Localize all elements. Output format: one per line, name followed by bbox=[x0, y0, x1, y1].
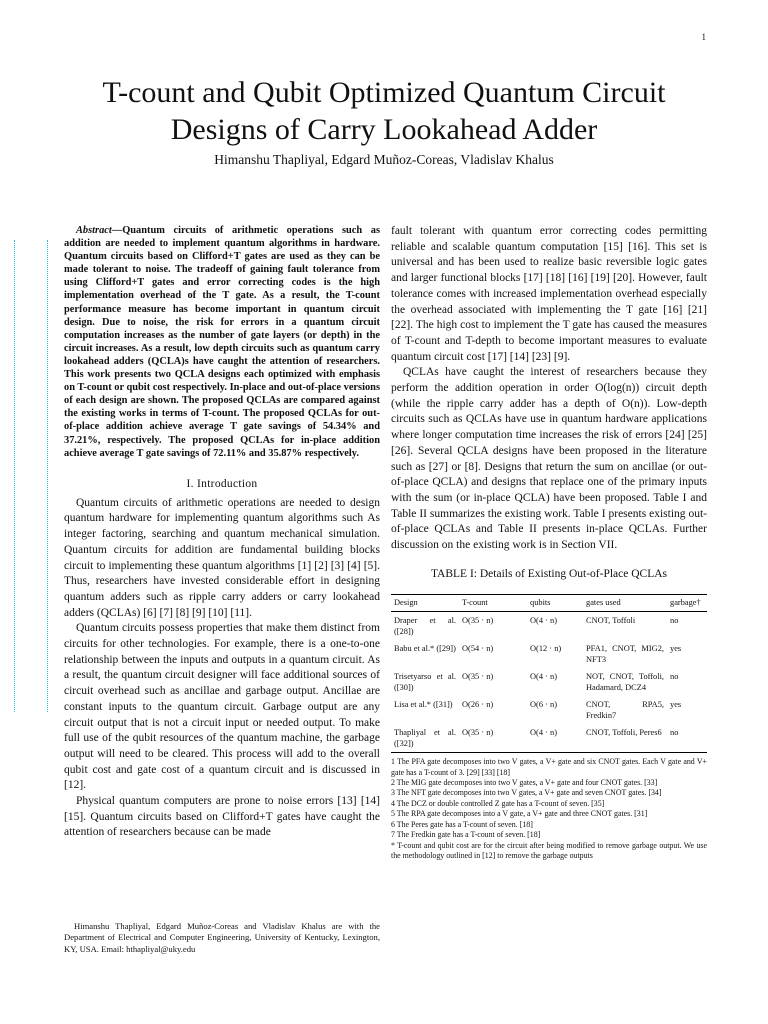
column-header: gates used bbox=[583, 594, 667, 612]
table-note: 1 The PFA gate decomposes into two V gates, a V+ gate and six CNOT gates. Each V gate and V+ gate has a T-count of 3. [29] [33] [18] bbox=[391, 757, 707, 777]
title-line-1: T-count and Qubit Optimized Quantum Circuit bbox=[102, 76, 666, 109]
paragraph: Physical quantum computers are prone to noise errors [13] [14] [15]. Quantum circuits based on Clifford+T gates have caught the attention of researchers because can be made bbox=[64, 795, 380, 839]
column-header: T-count bbox=[459, 594, 527, 612]
table-row bbox=[391, 668, 707, 696]
table-cell: NOT, CNOT, Toffoli, Hadamard, DCZ4 bbox=[586, 672, 664, 692]
table-cell: yes bbox=[670, 644, 682, 654]
abstract-text: —Quantum circuits of arithmetic operations such as addition are needed to implement quantum algorithms in hardware. Quantum circuits based on Clifford+T gates are used as they can be made tolerant to noise. The tradeoff of gaining fault tolerance from using Clifford+T gates and error correcting codes is the high implementation overhead of the T gate. As a result, the T-count performance measure has become important in quantum circuit design. Due to noise, the risk for errors in a quantum circuit computation increases as the number of gate layers (or depth) in the circuit increases. As a result, low depth circuits such as quantum carry lookahead adders (QCLA)s have caught the attention of researchers. This work presents two QCLA designs each optimized with emphasis on T-count or qubit cost respectively. In-place and out-of-place versions of each design are shown. The proposed QCLAs are compared against the existing works in terms of T-count. The proposed QCLAs for out-of-place addition achieve average T gate savings of 54.34% and 37.21%, respectively. The proposed QCLAs for in-place addition achieve average T gate savings of 72.11% and 35.87% respectively. bbox=[64, 225, 380, 459]
table-cell: Trisetyarso et al. ([30]) bbox=[394, 672, 456, 692]
table-note: * T-count and qubit cost are for the circuit after being modified to remove garbage output. We use the methodology outlined in [12] to remove the garbage outputs bbox=[391, 840, 707, 860]
introduction-body bbox=[64, 496, 380, 841]
table-row bbox=[391, 640, 707, 668]
abstract-label: Abstract bbox=[76, 225, 112, 236]
table-row bbox=[391, 612, 707, 641]
table-cell: CNOT, RPA5, Fredkin7 bbox=[586, 700, 664, 720]
table-cell: Babu et al.* ([29]) bbox=[394, 644, 456, 654]
paragraph: Quantum circuits possess properties that make them distinct from circuits for other technologies. For example, there is a one-to-one relationship between the inputs and outputs in a quantum circuit. As a result, the quantum circuit designer will face additional sources of circuit overhead such as ancillae and garbage output. Ancillae are constant inputs to the quantum circuit. Garbage output are any circuit output that is not a circuit input or needed output. To make full use of the qubit resources of the quantum machine, the garbage output will need to be cleared. This process will add to the overall qubit cost and gate cost of a quantum circuit and is discussed in [12]. bbox=[64, 622, 380, 792]
paper-title bbox=[0, 74, 768, 148]
table-cell: O(35 · n) bbox=[462, 672, 494, 682]
table-cell: O(54 · n) bbox=[462, 644, 494, 654]
column-header: garbage† bbox=[667, 594, 707, 612]
table-notes bbox=[391, 757, 707, 861]
section-heading-introduction: I. Introduction bbox=[186, 477, 258, 490]
table-note: 3 The NFT gate decomposes into two V gates, a V+ gate and seven CNOT gates. [34] bbox=[391, 788, 662, 798]
author-footnote: Himanshu Thapliyal, Edgard Muñoz-Coreas and Vladislav Khalus are with the Department of Electrical and Computer Engineering, University of Kentucky, Lexington, KY, USA. Email: hthapliyal@uky.edu bbox=[64, 921, 380, 954]
abstract bbox=[64, 224, 380, 460]
table-row bbox=[391, 696, 707, 724]
table-cell: O(4 · n) bbox=[530, 672, 557, 682]
table-row bbox=[391, 724, 707, 753]
table-cell: PFA1, CNOT, MIG2, NFT3 bbox=[586, 644, 664, 664]
right-body bbox=[391, 224, 707, 554]
table-note: 6 The Peres gate has a T-count of seven. [18] bbox=[391, 819, 533, 829]
page-number: 1 bbox=[701, 32, 706, 42]
table-cell: O(4 · n) bbox=[527, 724, 583, 753]
column-header: Design bbox=[391, 594, 459, 612]
table-cell: no bbox=[670, 616, 679, 626]
table-cell: CNOT, Toffoli bbox=[586, 616, 636, 626]
paragraph: fault tolerant with quantum error correcting codes permitting reliable and scalable quantum computation [15] [16]. This set is universal and has been used to realize basic reversible logic gates and larger functional blocks [17] [18] [16] [19] [20]. However, fault tolerance comes with increased implementation overhead especially the overhead associated with implementing the T gate [16] [21] [22]. The high cost to implement the T gate has caused the measures of T-count and T-depth to become important measures to evaluate quantum circuit cost [17] [14] [23] [9]. bbox=[391, 225, 707, 363]
author-list: Himanshu Thapliyal, Edgard Muñoz-Coreas, Vladislav Khalus bbox=[214, 152, 554, 167]
column-header: qubits bbox=[527, 594, 583, 612]
title-line-2: Designs of Carry Lookahead Adder bbox=[170, 113, 598, 146]
table-cell: CNOT, Toffoli, Peres6 bbox=[583, 724, 667, 753]
table-cell: O(4 · n) bbox=[530, 616, 557, 626]
table-cell: Lisa et al.* ([31]) bbox=[394, 700, 453, 710]
paragraph: Quantum circuits of arithmetic operations are needed to design quantum hardware for implementing quantum algorithms such As integer factoring, searching and quantum mechanical simulation. Quantum circuits for addition are fundamental building blocks circuit to implementing these quantum algorithms [1] [2] [3] [4] [5]. Thus, researchers have invested considerable effort in designing quantum adders such as ripple carry adders or carry lookahead adders (QCLAs) [6] [7] [8] [9] [10] [11]. bbox=[64, 496, 380, 619]
table-note: 7 The Fredkin gate has a T-count of seven. [18] bbox=[391, 830, 541, 840]
table-note: 2 The MIG gate decomposes into two V gates, a V+ gate and four CNOT gates. [33] bbox=[391, 778, 658, 788]
table-cell: O(6 · n) bbox=[530, 700, 557, 710]
table-note: 5 The RPA gate decomposes into a V gate, a V+ gate and three CNOT gates. [31] bbox=[391, 809, 648, 819]
table-cell: no bbox=[670, 672, 679, 682]
table-cell: Draper et al. ([28]) bbox=[394, 616, 456, 636]
left-column bbox=[64, 224, 380, 841]
table-cell: yes bbox=[670, 700, 682, 710]
table-cell: Thapliyal et al. ([32]) bbox=[391, 724, 459, 753]
table-cell: no bbox=[667, 724, 707, 753]
table-caption: TABLE I: Details of Existing Out-of-Place QCLAs bbox=[430, 567, 668, 580]
table-cell: O(26 · n) bbox=[462, 700, 494, 710]
paragraph: QCLAs have caught the interest of researchers because they perform the addition operation in order O(log(n)) circuit depth (while the ripple carry adder has a depth of O(n)). Low-depth circuits such as QCLAs have use in quantum hardware applications where longer computation time increases the risk of errors [24] [25] [26]. Several QCLA designs have been proposed in the literature such as [27] or [8]. Designs that return the sum on ancillae (or out-of-place QCLA) and designs that replace one of the primary inputs with the sum (or in-place QCLA) have been proposed. Table I and Table II summarizes the existing work. Table I presents existing out-of-place QCLAs and Table II presents in-place QCLAs. Further discussion on the existing work is in Section VII. bbox=[391, 366, 707, 552]
right-column bbox=[391, 224, 707, 861]
qcla-table bbox=[391, 594, 707, 754]
table-cell: O(35 · n) bbox=[462, 616, 494, 626]
table-cell: O(35 · n) bbox=[459, 724, 527, 753]
selection-marker bbox=[14, 240, 48, 712]
table-header-row bbox=[391, 594, 707, 612]
table-note: 4 The DCZ or double controlled Z gate has a T-count of seven. [35] bbox=[391, 798, 605, 808]
table-cell: O(12 · n) bbox=[530, 644, 562, 654]
